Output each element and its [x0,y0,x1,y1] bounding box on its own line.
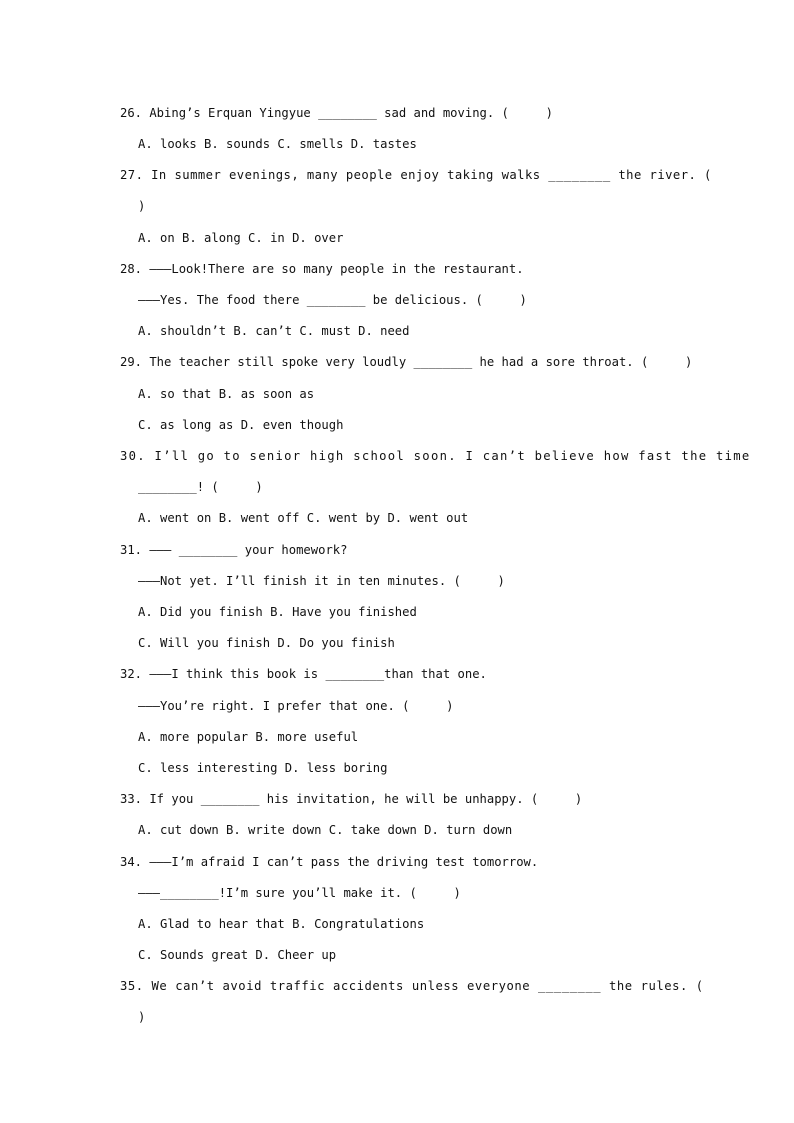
question-30-options: A. went on B. went off C. went by D. went out [138,511,469,525]
question-32-stem: 32. ———I think this book is ________than that one. [120,667,487,681]
question-31-options-line-2: C. Will you finish D. Do you finish [138,636,395,650]
question-34-dialog: ———________!I’m sure you’ll make it. ( ) [138,886,461,900]
question-28-dialog: ———Yes. The food there ________ be delicious. ( ) [138,293,527,307]
question-33-options: A. cut down B. write down C. take down D. turn down [138,823,513,837]
question-27-options: A. on B. along C. in D. over [138,231,344,245]
question-34-options-line-1: A. Glad to hear that B. Congratulations [138,917,425,931]
question-32-dialog: ———You’re right. I prefer that one. ( ) [138,699,454,713]
question-31-dialog: ———Not yet. I’ll finish it in ten minutes. ( ) [138,574,505,588]
question-32-options-line-2: C. less interesting D. less boring [138,761,388,775]
question-35-stem-continuation: ) [138,1010,146,1024]
question-35-stem: 35. We can’t avoid traffic accidents unless everyone ________ the rules. ( [120,979,704,993]
question-27-stem-continuation: ) [138,199,146,213]
question-34-options-line-2: C. Sounds great D. Cheer up [138,948,337,962]
question-33-stem: 33. If you ________ his invitation, he will be unhappy. ( ) [120,792,583,806]
question-31-stem: 31. ——— ________ your homework? [120,543,348,557]
question-32-options-line-1: A. more popular B. more useful [138,730,359,744]
question-27-stem: 27. In summer evenings, many people enjoy taking walks ________ the river. ( [120,168,712,182]
question-29-stem: 29. The teacher still spoke very loudly ________ he had a sore throat. ( ) [120,355,693,369]
question-28-options: A. shouldn’t B. can’t C. must D. need [138,324,410,338]
question-34-stem: 34. ———I’m afraid I can’t pass the driving test tomorrow. [120,855,539,869]
question-26-stem: 26. Abing’s Erquan Yingyue ________ sad and moving. ( ) [120,106,553,120]
question-30-stem: 30. I’ll go to senior high school soon. I can’t believe how fast the time [120,449,751,463]
question-30-stem-continuation: ________! ( ) [138,480,263,494]
question-26-options: A. looks B. sounds C. smells D. tastes [138,137,417,151]
question-31-options-line-1: A. Did you finish B. Have you finished [138,605,417,619]
question-29-options-line-1: A. so that B. as soon as [138,387,315,401]
question-29-options-line-2: C. as long as D. even though [138,418,344,432]
question-28-stem: 28. ———Look!There are so many people in the restaurant. [120,262,524,276]
